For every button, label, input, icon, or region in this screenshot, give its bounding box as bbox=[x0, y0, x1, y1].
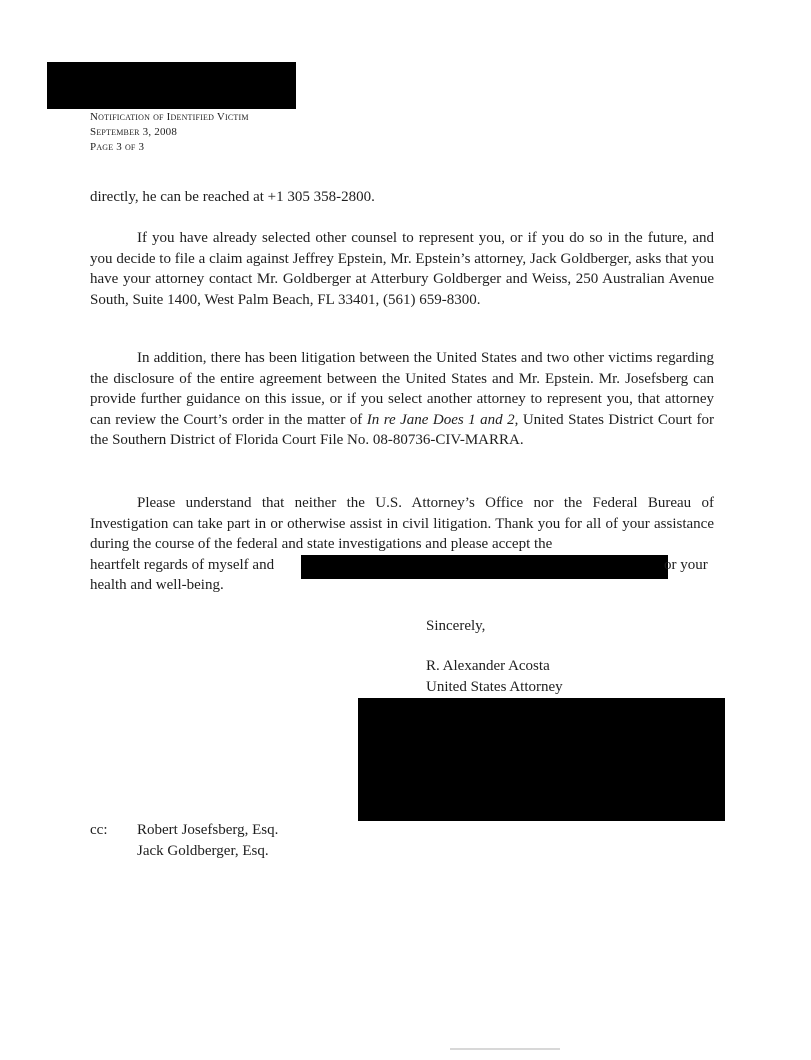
cc-recipient: Robert Josefsberg, Esq. bbox=[137, 822, 279, 838]
paragraph-closing-last-line bbox=[90, 575, 714, 596]
cc-list bbox=[137, 820, 278, 861]
page-header bbox=[90, 110, 249, 155]
paragraph-text-end: or your bbox=[664, 557, 708, 573]
header-document-title: Notification of Identified Victim bbox=[90, 111, 249, 123]
cc-label: cc: bbox=[90, 822, 108, 838]
paragraph-text: If you have already selected other counsel to represent you, or if you do so in the future, and you decide to file a claim against Jeffrey Epstein, Mr. Epstein’s attorney, Jack Goldberger, asks that you have your attorney contact Mr. Goldberger at Atterbury Goldberger and Weiss, 250 Australian Avenue South, Suite 1400, West Palm Beach, FL 33401, (561) 659-8300. bbox=[90, 230, 714, 308]
paragraph-text: heartfelt regards of myself and bbox=[90, 557, 275, 573]
paragraph-text: In addition, there has been litigation between the United States and two other victims regarding the disclosure of the entire agreement between the United States and Mr. Epstein. Mr. Josefsberg can provide further guidance on this issue, or if you select another attorney to represent you, that attorney can review the Court’s order in the matter of bbox=[90, 350, 714, 428]
signature-closing: Sincerely, bbox=[426, 618, 486, 634]
signature-name: R. Alexander Acosta bbox=[426, 658, 550, 674]
paragraph-text: health and well-being. bbox=[90, 577, 224, 593]
paragraph-text: , United States District Court for the Southern District of Florida Court File No. 08-80736-CIV-MARRA. bbox=[90, 411, 715, 448]
paragraph-text: directly, he can be reached at +1 305 358-2800. bbox=[90, 189, 375, 205]
paragraph-closing bbox=[90, 493, 714, 555]
signature-title: United States Attorney bbox=[426, 679, 563, 695]
paragraph-litigation bbox=[90, 348, 714, 451]
paragraph-other-counsel bbox=[90, 228, 714, 310]
cc-recipient: Jack Goldberger, Esq. bbox=[137, 842, 269, 859]
paragraph-text: Please understand that neither the U.S. Attorney’s Office nor the Federal Bureau of Investigation can take part in or otherwise assist in civil litigation. Thank you for all of your assistance during the course of the federal and state investigations and please accept the bbox=[90, 495, 714, 552]
redaction-block-signature bbox=[358, 698, 725, 821]
case-name: In re Jane Does 1 and 2 bbox=[366, 411, 515, 428]
paragraph-closing-redacted-line bbox=[90, 555, 714, 576]
redaction-block-letterhead bbox=[47, 62, 296, 109]
header-date: September 3, 2008 bbox=[90, 126, 178, 138]
paragraph-contact bbox=[90, 187, 714, 208]
header-page-number: Page 3 of 3 bbox=[90, 141, 145, 153]
scan-artifact bbox=[450, 1048, 560, 1050]
